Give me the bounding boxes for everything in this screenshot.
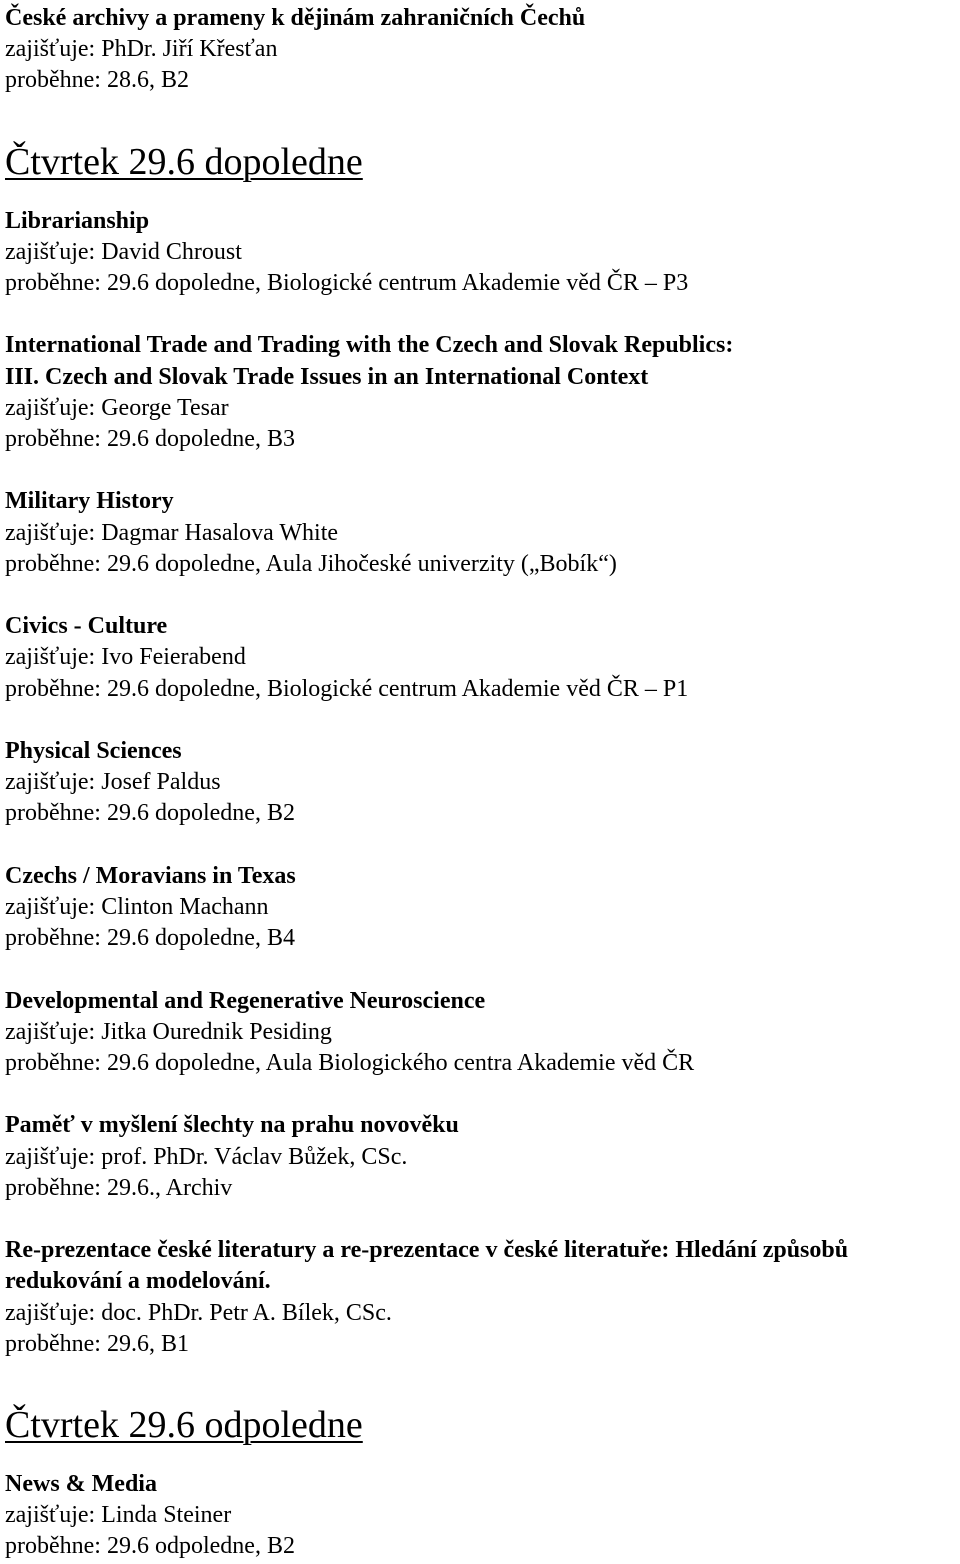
session-organizer: zajišťuje: Jitka Ourednik Pesiding	[5, 1018, 332, 1045]
session-time-place: proběhne: 29.6., Archiv	[5, 1174, 233, 1201]
session-time-place: proběhne: 29.6 dopoledne, B3	[5, 426, 295, 453]
session-title: České archivy a prameny k dějinám zahraničních Čechů	[5, 5, 586, 31]
session-title: Czechs / Moravians in Texas	[5, 862, 296, 889]
day-heading-thursday-morning: Čtvrtek 29.6 dopoledne	[5, 140, 363, 183]
session-entry	[5, 206, 957, 300]
session-time-place: proběhne: 29.6 dopoledne, B4	[5, 925, 295, 952]
session-title: News & Media	[5, 1471, 157, 1497]
session-organizer: zajišťuje: PhDr. Jiří Křesťan	[5, 36, 278, 63]
session-time-place: proběhne: 29.6 dopoledne, Biologické centrum Akademie věd ČR – P1	[5, 675, 689, 702]
session-entry	[5, 861, 957, 955]
session-entry	[5, 1469, 957, 1563]
session-organizer: zajišťuje: Josef Paldus	[5, 769, 221, 796]
session-organizer: zajišťuje: prof. PhDr. Václav Bůžek, CSc.	[5, 1143, 408, 1170]
session-title-continued: III. Czech and Slovak Trade Issues in an International Context	[5, 363, 649, 390]
session-organizer: zajišťuje: Ivo Feierabend	[5, 644, 246, 671]
session-time-place: proběhne: 28.6, B2	[5, 67, 189, 94]
session-entry	[5, 1110, 957, 1204]
session-time-place: proběhne: 29.6 dopoledne, Aula Biologického centra Akademie věd ČR	[5, 1050, 695, 1076]
session-time-place: proběhne: 29.6 dopoledne, Biologické centrum Akademie věd ČR – P3	[5, 270, 689, 297]
session-title: Civics - Culture	[5, 613, 168, 640]
session-entry	[5, 330, 957, 455]
session-organizer: zajišťuje: David Chroust	[5, 238, 242, 265]
session-title: Librarianship	[5, 207, 150, 234]
session-entry	[5, 611, 957, 705]
session-entry	[5, 986, 957, 1080]
session-organizer: zajišťuje: Linda Steiner	[5, 1502, 232, 1529]
session-organizer: zajišťuje: Clinton Machann	[5, 894, 269, 920]
session-time-place: proběhne: 29.6 dopoledne, Aula Jihočeské univerzity („Bobík“)	[5, 550, 617, 577]
session-title: Paměť v myšlení šlechty na prahu novověku	[5, 1112, 459, 1139]
session-title: Developmental and Regenerative Neuroscience	[5, 987, 486, 1014]
document-page	[5, 3, 957, 1563]
session-organizer: zajišťuje: George Tesar	[5, 394, 229, 421]
session-entry	[5, 736, 957, 830]
session-entry	[5, 3, 957, 97]
session-organizer: zajišťuje: Dagmar Hasalova White	[5, 519, 339, 546]
session-entry	[5, 1235, 957, 1360]
day-heading-thursday-afternoon: Čtvrtek 29.6 odpoledne	[5, 1404, 363, 1446]
session-title: Re-prezentace české literatury a re-prezentace v české literatuře: Hledání způsobů	[5, 1237, 849, 1264]
session-title: International Trade and Trading with the Czech and Slovak Republics:	[5, 332, 734, 359]
session-title: Physical Sciences	[5, 738, 182, 764]
session-time-place: proběhne: 29.6 dopoledne, B2	[5, 800, 295, 827]
session-organizer: zajišťuje: doc. PhDr. Petr A. Bílek, CSc.	[5, 1299, 392, 1326]
session-title: Military History	[5, 488, 174, 515]
session-entry	[5, 486, 957, 580]
session-time-place: proběhne: 29.6 odpoledne, B2	[5, 1533, 295, 1560]
session-title-continued: redukování a modelování.	[5, 1268, 271, 1295]
session-time-place: proběhne: 29.6, B1	[5, 1330, 189, 1357]
